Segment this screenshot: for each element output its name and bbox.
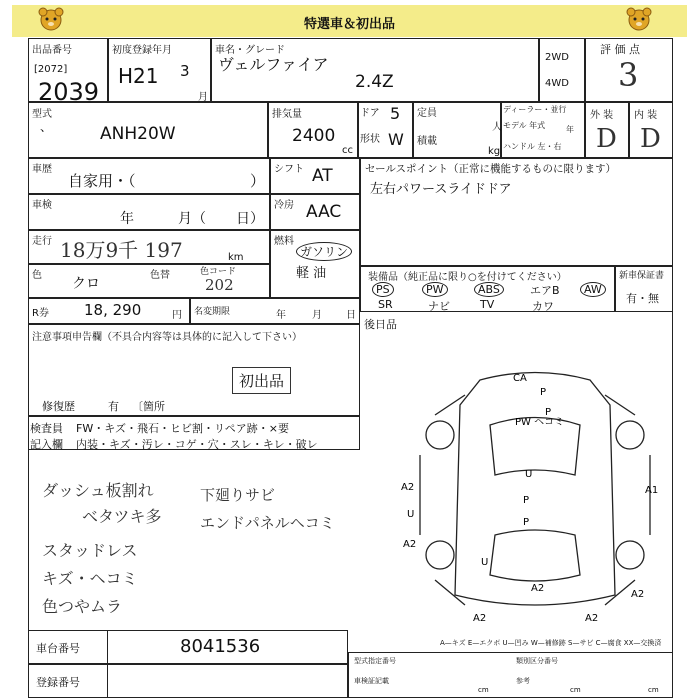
handwritten-note-5: 色つやムラ (42, 597, 123, 616)
mileage-label: 走行 (32, 236, 52, 247)
interior-label: 内 装 (634, 110, 658, 121)
equip-aw (580, 282, 606, 297)
damage-legend: A—キズ E—エクボ U—凹み W—補修跡 S—サビ C—腐食 XX—交換済 (440, 639, 662, 647)
rear-label: 後日品 (364, 318, 397, 331)
bear-mascot-icon (626, 7, 652, 31)
color-code: 202 (205, 276, 234, 294)
shift-label: シフト (274, 164, 304, 175)
diagram-label-13: A2 (585, 613, 599, 624)
equip-navi: ナビ (428, 300, 450, 313)
equip-aw-circle: AW (580, 282, 606, 297)
history-close: ） (250, 172, 266, 190)
color-label: 色 (32, 270, 42, 281)
header-title: 特選車＆初出品 (303, 17, 395, 32)
equip-pw (422, 282, 448, 297)
footer-unit-1: cm (478, 686, 489, 694)
diagram-label-5: U (481, 557, 489, 568)
first-reg-month: 3 (180, 62, 190, 80)
diagram-label-14: A2 (631, 589, 645, 600)
drive-cell (539, 38, 585, 102)
footer-b: 類別区分番号 (516, 657, 558, 665)
diagram-label-8: P (523, 495, 530, 506)
diagram-label-15: P (545, 407, 552, 418)
chassis-value: 8041536 (180, 636, 261, 657)
inspector-label-2: 記入欄 (30, 438, 63, 451)
diagram-label-12: A2 (473, 613, 487, 624)
fuel-label: 燃料 (274, 236, 294, 247)
footer-unit-2: cm (570, 686, 581, 694)
ac-label: 冷房 (274, 200, 294, 211)
handwritten-note-6: 下廻りサビ (200, 486, 276, 504)
diagram-label-11: A2 (531, 583, 545, 594)
ac-value: AAC (306, 202, 342, 222)
name-change-month: 月 (312, 310, 322, 321)
diagram-label-3: A2 (401, 482, 415, 493)
first-reg-year: H21 (118, 64, 159, 88)
name-change-label: 名変期限 (194, 307, 231, 317)
notes-label: 注意事項申告欄（不具合内容等は具体的に記入して下さい） (32, 332, 302, 343)
handwritten-note-4: キズ・ヘコミ (42, 569, 138, 588)
diagram-label-2: PW ヘコミ (515, 417, 565, 428)
interior-value: D (640, 124, 661, 154)
diagram-label-6: A2 (403, 539, 417, 550)
first-listing-stamp: 初出品 (232, 367, 291, 394)
repair-places: 〔箇所 (132, 400, 165, 413)
car-name-label: 車名・グレード (215, 45, 285, 56)
fuel-diesel: 軽 油 (296, 266, 327, 281)
equip-abs (474, 282, 504, 297)
displacement-value: 2400 (292, 126, 336, 146)
doors-value: 5 (390, 104, 401, 123)
grade-score-label: 評 価 点 (600, 43, 640, 56)
model-mark: 、 (40, 120, 53, 134)
diagram-label-9: P (523, 517, 530, 528)
load-unit: kg (488, 146, 501, 157)
car-damage-diagram (395, 365, 670, 635)
mileage-unit: km (228, 252, 244, 263)
first-reg-month-unit: 月 (198, 92, 208, 103)
diagram-label-7: A1 (645, 485, 659, 496)
lot-sub: [2072] (34, 64, 68, 75)
inspector-text-1: FW・キズ・飛石・ヒビ割・リペア跡・×要 (76, 422, 289, 435)
capacity-unit: 人 (492, 122, 502, 133)
name-change-year: 年 (276, 310, 286, 321)
equip-pw-circle: PW (422, 282, 448, 297)
footer-unit-3: cm (648, 686, 659, 694)
history-label: 車歴 (32, 164, 52, 175)
warranty-value: 有・無 (626, 292, 659, 305)
handwritten-note-3: スタッドレス (42, 541, 138, 560)
equipment-label: 装備品（純正品に限り○を付けてください） (368, 272, 567, 283)
footer-c: 車検証記載 (354, 677, 389, 685)
sales-point-value: 左右パワースライドドア (370, 182, 512, 197)
dealer-year-unit: 年 (566, 125, 574, 134)
capacity-label: 定員 (417, 108, 437, 119)
repair-label: 修復歴 (42, 400, 75, 413)
shift-value: AT (312, 166, 333, 186)
inspection-month: 月（ (178, 211, 206, 227)
equip-leather: カワ (532, 300, 554, 313)
lot-number: 2039 (38, 78, 100, 106)
repair-value: 有 (108, 400, 119, 413)
history-value: 自家用・（ (68, 172, 136, 190)
color-code-label: 色コード (200, 267, 237, 277)
diagram-label-0: CA (513, 373, 527, 384)
fuel-gas (296, 242, 352, 261)
lot-label: 出品番号 (32, 45, 72, 56)
displacement-unit: cc (342, 145, 353, 156)
recycle-fee-unit: 円 (172, 310, 182, 321)
recycle-fee-value: 18, 290 (84, 301, 142, 319)
shape-label: 形状 (360, 134, 380, 145)
inspector-text-2: 内装・キズ・汚レ・コゲ・穴・スレ・キレ・破レ (76, 438, 318, 451)
inspection-label: 車検 (32, 200, 52, 211)
drive-4wd: 4WD (545, 78, 569, 89)
handwritten-note-7: エンドパネルヘコミ (200, 514, 335, 532)
footer-d: 参考 (516, 677, 530, 685)
recycle-fee-label: R券 (32, 308, 49, 319)
equip-airbag: エアB (530, 284, 560, 297)
diagram-label-10: U (525, 469, 533, 480)
dealer-label: ディーラー・並行 (503, 105, 567, 114)
equip-abs-circle: ABS (474, 282, 504, 297)
fuel-gas-circle: ガソリン (296, 242, 352, 261)
exterior-value: D (596, 124, 617, 154)
registration-label: 登録番号 (36, 676, 80, 689)
warranty-label: 新車保証書 (619, 271, 665, 281)
chassis-label: 車台番号 (36, 642, 80, 655)
footer-cell (348, 652, 673, 698)
inspection-cell (28, 194, 270, 230)
drive-2wd: 2WD (545, 52, 569, 63)
equip-ps (372, 282, 394, 297)
diagram-label-1: P (540, 387, 547, 398)
handwritten-note-2: ベタツキ多 (82, 507, 162, 526)
color-value: クロ (72, 276, 100, 292)
footer-a: 型式指定番号 (354, 657, 396, 665)
model-value: ANH20W (100, 124, 176, 144)
dealer-handle: ハンドル 左・右 (503, 142, 562, 151)
equip-tv: TV (480, 298, 495, 311)
car-name: ヴェルファイア (218, 55, 329, 74)
name-change-day: 日 (346, 310, 356, 321)
inspector-label-1: 検査員 (30, 422, 63, 435)
dealer-model-year: モデル 年式 (503, 121, 546, 130)
header-bar (12, 5, 687, 37)
inspection-year: 年 (120, 211, 134, 227)
first-reg-label: 初度登録年月 (112, 45, 172, 56)
mileage-value: 18万9千 197 (60, 238, 183, 262)
sales-point-label: セールスポイント（正常に機能するものに限ります） (365, 163, 617, 175)
equip-sr: SR (378, 298, 393, 311)
load-label: 積載 (417, 136, 437, 147)
model-label: 型式 (32, 109, 52, 120)
history-cell (28, 158, 270, 194)
exterior-label: 外 装 (590, 110, 614, 121)
grade-score-value: 3 (618, 56, 639, 94)
diagram-label-4: U (407, 509, 415, 520)
color-change-label: 色替 (150, 270, 170, 281)
shape-value: W (388, 130, 404, 149)
car-grade: 2.4Z (355, 72, 394, 92)
handwritten-note-1: ダッシュ板割れ (42, 481, 154, 500)
inspection-day: 日） (236, 211, 264, 227)
doors-label: ドア (360, 108, 380, 119)
displacement-label: 排気量 (272, 109, 302, 120)
equip-ps-circle: PS (372, 282, 394, 297)
